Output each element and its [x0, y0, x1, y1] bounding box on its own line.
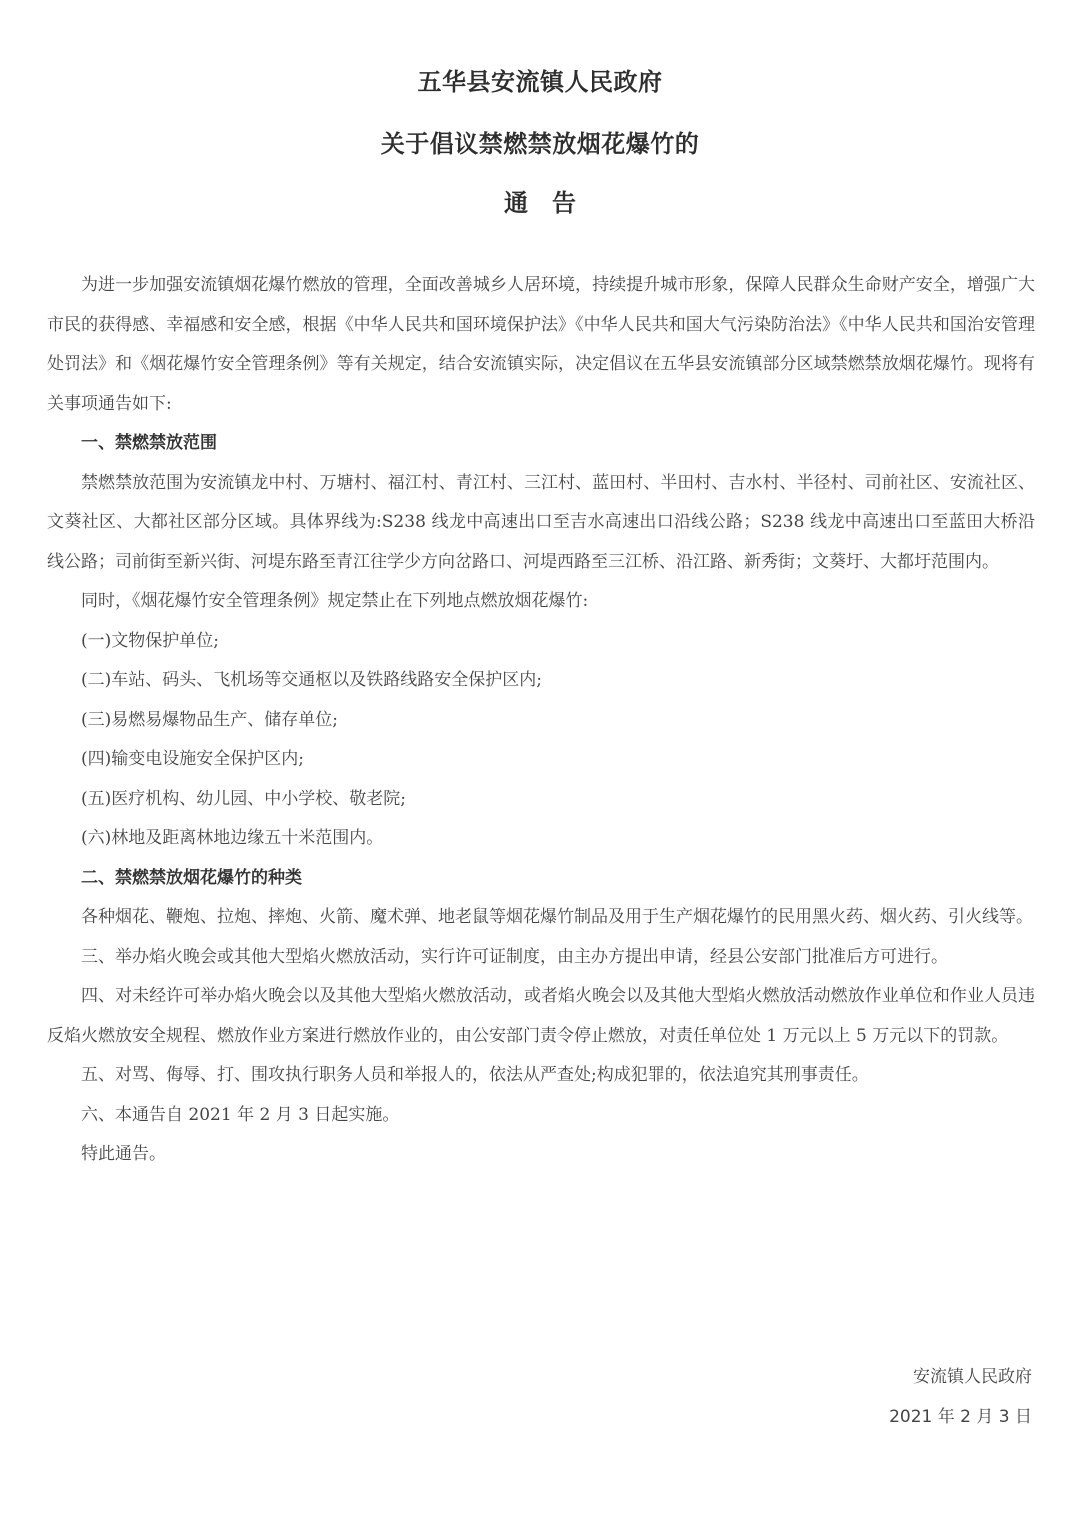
section-4-paragraph: 四、对未经许可举办焰火晚会以及其他大型焰火燃放活动，或者焰火晚会以及其他大型焰火燃放活动燃放作业单位和作业人员违反焰火燃放安全规程、燃放作业方案进行燃放作业的，由公安部门责令停止燃放，对责任单位处 1 万元以上 5 万元以下的罚款。 [47, 986, 1035, 1046]
prohibited-location-item: (一)文物保护单位; [81, 630, 219, 651]
section-1-heading: 一、禁燃禁放范围 [81, 433, 217, 453]
title-notice: 通告 [504, 189, 600, 217]
signature-date: 2021 年 2 月 3 日 [889, 1407, 1032, 1427]
signature-organization: 安流镇人民政府 [913, 1367, 1032, 1387]
intro-paragraph: 为进一步加强安流镇烟花爆竹燃放的管理，全面改善城乡人居环境，持续提升城市形象，保障人民群众生命财产安全，增强广大市民的获得感、幸福感和安全感，根据《中华人民共和国环境保护法》《中华人民共和国大气污染防治法》《中华人民共和国治安管理处罚法》和《烟花爆竹安全管理条例》等有关规定，结合安流镇实际，决定倡议在五华县安流镇部分区域禁燃禁放烟花爆竹。现将有关事项通告如下: [47, 275, 1035, 414]
section-6-paragraph: 六、本通告自 2021 年 2 月 3 日起实施。 [81, 1104, 400, 1125]
prohibited-location-item: (二)车站、码头、飞机场等交通枢以及铁路线路安全保护区内; [81, 670, 542, 690]
prohibited-location-item: (六)林地及距离林地边缘五十米范围内。 [81, 828, 384, 848]
prohibited-location-item: (四)输变电设施安全保护区内; [81, 749, 304, 769]
prohibited-location-item: (三)易燃易爆物品生产、储存单位; [81, 709, 338, 730]
fireworks-types-paragraph: 各种烟花、鞭炮、拉炮、摔炮、火箭、魔术弹、地老鼠等烟花爆竹制品及用于生产烟花爆竹的民用黑火药、烟火药、引火线等。 [81, 907, 1033, 927]
section-3-paragraph: 三、举办焰火晚会或其他大型焰火燃放活动，实行许可证制度，由主办方提出申请，经县公安部门批准后方可进行。 [81, 946, 948, 967]
scope-paragraph: 禁燃禁放范围为安流镇龙中村、万塘村、福江村、青江村、三江村、蓝田村、半田村、吉水村、半径村、司前社区、安流社区、文葵社区、大都社区部分区域。具体界线为:S238 线龙中高速出口至吉水高速出口沿线公路；S238 线龙中高速出口至蓝田大桥沿线公路；司前街至新兴街、河堤东路至青江往学少方向岔路口、河堤西路至三江桥、沿江路、新秀街；文葵圩、大都圩范围内。 [47, 472, 1035, 572]
closing-statement: 特此通告。 [81, 1144, 166, 1164]
title-subject: 关于倡议禁燃禁放烟花爆竹的 [380, 130, 700, 158]
title-issuer: 五华县安流镇人民政府 [417, 68, 663, 96]
regulation-intro: 同时，《烟花爆竹安全管理条例》规定禁止在下列地点燃放烟花爆竹: [81, 591, 589, 611]
section-2-heading: 二、禁燃禁放烟花爆竹的种类 [81, 867, 302, 888]
notice-body [47, 266, 1035, 1175]
prohibited-location-item: (五)医疗机构、幼儿园、中小学校、敬老院; [81, 788, 406, 809]
section-5-paragraph: 五、对骂、侮辱、打、围攻执行职务人员和举报人的，依法从严查处;构成犯罪的，依法追究其刑事责任。 [81, 1065, 869, 1085]
